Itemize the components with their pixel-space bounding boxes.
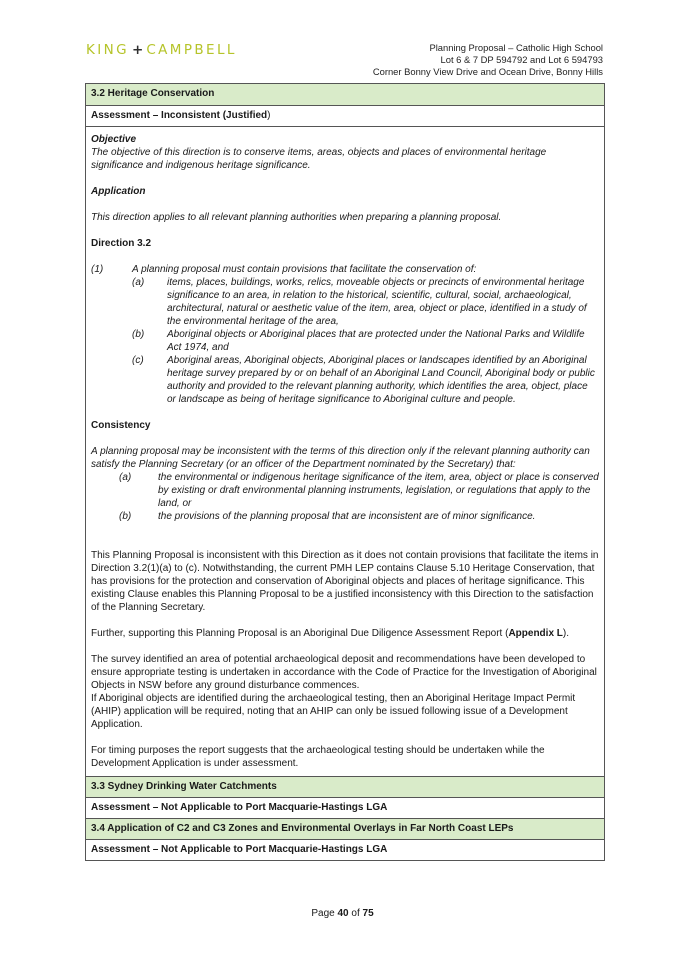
paragraph-timing: For timing purposes the report suggests that the archaeological testing should be undertaken while the Development Application is under assessment. (91, 745, 545, 769)
logo-text-left: KING (86, 42, 129, 58)
consistency-item (91, 510, 599, 523)
direction-num: (1) (91, 264, 104, 275)
page-total: 75 (362, 908, 374, 919)
consistency-item-label: (a) (119, 472, 132, 483)
consistency-item-text: the provisions of the planning proposal that are inconsistent are of minor significance. (158, 511, 536, 522)
objective-text: The objective of this direction is to conserve items, areas, objects and places of environmental heritage significance and indigenous heritage significance. (91, 147, 547, 171)
objective-heading: Objective (91, 134, 137, 145)
direction-item (91, 328, 599, 354)
consistency-heading: Consistency (91, 420, 151, 431)
header-line-3: Corner Bonny View Drive and Ocean Drive, Bonny Hills (372, 66, 603, 77)
assessment-3-2 (86, 105, 604, 126)
consistency-item-text: the environmental or indigenous heritage significance of the item, area, object or place is conserved by existing or draft environmental planning instruments, legislation, or regulations that apply to the land, or (158, 472, 599, 509)
appendix-suffix: ). (562, 628, 570, 639)
logo-plus: + (132, 42, 144, 58)
consistency-item (91, 471, 599, 510)
direction-item-label: (b) (132, 329, 145, 340)
direction-item-label: (a) (132, 277, 145, 288)
direction-intro: A planning proposal must contain provisions that facilitate the conservation of: (132, 264, 477, 275)
direction-item-label: (c) (132, 355, 144, 366)
assessment-3-3: Assessment – Not Applicable to Port Macquarie-Hastings LGA (86, 797, 604, 818)
header-line-1: Planning Proposal – Catholic High School (429, 42, 603, 53)
appendix-reference: Appendix L (508, 628, 563, 639)
section-body-3-2 (86, 126, 604, 776)
paragraph-inconsistency: This Planning Proposal is inconsistent with this Direction as it does not contain provisions that facilitate the items in Direction 3.2(1)(a) to (c). Notwithstanding, the current PMH LEP contains Clause 5.10 Heritage Conservation, that has provisions for the protection and conservation of Aboriginal objects and places of heritage significance. This existing Clause enables this Planning Proposal to be a justified inconsistency with this Direction to the satisfaction of the Planning Secretary. (91, 550, 599, 613)
consistency-intro: A planning proposal may be inconsistent with the terms of this direction only if the relevant planning authority can satisfy the Planning Secretary (or an officer of the Department nominated by the Secretary) that: (91, 446, 590, 470)
assessment-3-4: Assessment – Not Applicable to Port Macquarie-Hastings LGA (86, 839, 604, 860)
directions-table (85, 83, 605, 861)
direction-item (91, 276, 599, 328)
page-footer (0, 907, 685, 920)
section-title-3-2: 3.2 Heritage Conservation (86, 84, 604, 105)
direction-item-text: Aboriginal areas, Aboriginal objects, Aboriginal places or landscapes identified by an Aboriginal heritage survey prepared by or on behalf of an Aboriginal Land Council, Aboriginal body or public authority and provided to the relevant planning authority, which identifies the area, object, place or landscape as being of heritage significance to Aboriginal culture and people. (167, 355, 595, 405)
page-number: 40 (337, 908, 349, 919)
direction-item-text: Aboriginal objects or Aboriginal places that are protected under the National Parks and Wildlife Act 1974, and (167, 329, 585, 353)
direction-heading: Direction 3.2 (91, 238, 152, 249)
company-logo (86, 44, 237, 57)
of-word: of (351, 908, 360, 919)
direction-clause (91, 263, 599, 276)
application-text: This direction applies to all relevant planning authorities when preparing a planning proposal. (91, 212, 502, 223)
paragraph-ahip: If Aboriginal objects are identified during the archaeological testing, then an Aboriginal Heritage Impact Permit (AHIP) application will be required, noting that an AHIP can only be issued following issue of a Development Application. (91, 693, 576, 730)
direction-item-text: items, places, buildings, works, relics, moveable objects or precincts of environmental heritage significance to an area, in relation to the historical, scientific, cultural, social, archaeological, architectural, natural or aesthetic value of the item, area, object or place, identified in a study of the environmental heritage of the area, (167, 277, 587, 327)
document-header-info (373, 42, 603, 78)
paragraph-survey: The survey identified an area of potential archaeological deposit and recommendations have been developed to ensure appropriate testing is undertaken in accordance with the Code of Practice for the Investigation of Aboriginal Objects in NSW before any ground disturbance commences. (91, 654, 597, 691)
appendix-prefix: Further, supporting this Planning Proposal is an Aboriginal Due Diligence Assessment Report ( (91, 628, 509, 639)
section-title-3-4: 3.4 Application of C2 and C3 Zones and Environmental Overlays in Far North Coast LEPs (86, 818, 604, 839)
assessment-suffix: ) (267, 110, 271, 121)
logo-text-right: CAMPBELL (146, 42, 237, 58)
direction-item (91, 354, 599, 406)
page-word: Page (311, 908, 335, 919)
header-line-2: Lot 6 & 7 DP 594792 and Lot 6 594793 (440, 54, 603, 65)
paragraph-appendix (91, 627, 599, 640)
assessment-justified: Justified (226, 110, 268, 121)
assessment-prefix: Assessment – Inconsistent ( (91, 110, 227, 121)
application-heading: Application (91, 186, 146, 197)
consistency-item-label: (b) (119, 511, 132, 522)
section-title-3-3: 3.3 Sydney Drinking Water Catchments (86, 776, 604, 797)
